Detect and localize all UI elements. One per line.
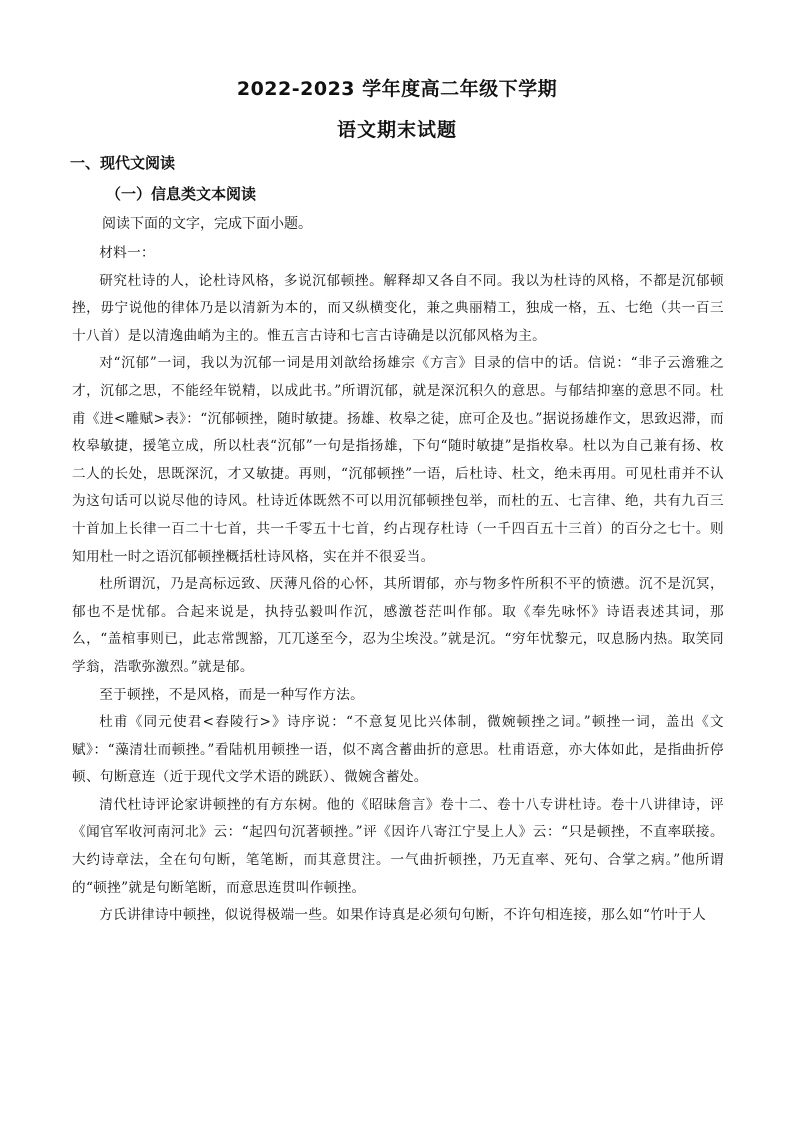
paragraph: 至于顿挫，不是风格，而是一种写作方法。: [99, 686, 365, 703]
material-label: 材料一：: [99, 245, 155, 261]
paragraph: 杜所谓沉，乃是高标远致、厌薄凡俗的心怀，其所谓郁，亦与物多忤所积不平的愤懑。沉不是沉冥，郁也不是忧郁。合起来说是，执持弘毅叫作沉，感激苍茫叫作郁。取《奉先咏怀》诗语表述其词，那么，“盖棺事则已，此志常觊豁，兀兀遂至今，忍为尘埃没。”就是沉。“穷年忧黎元，叹息肠内热。取笑同学翁，浩歌弥激烈。”就是郁。: [72, 576, 724, 675]
section-heading: 一、现代文阅读: [70, 154, 176, 172]
paragraph: 对“沉郁”一词，我以为沉郁一词是用刘歆给扬雄宗《方言》目录的信中的话。信说：“非子云澹雅之才，沉郁之思，不能经年锐精，以成此书。”所谓沉郁，就是深沉积久的意思。与郁结抑塞的意思不同。杜甫《进<雕赋>表》：“沉郁顿挫，随时敏捷。扬雄、枚皋之徒，庶可企及也。”据说扬雄作文，思致迟滞，而枚皋敏捷，援笔立成，所以杜表“沉郁”一句是指扬雄，下句“随时敏捷”是指枚皋。杜以为自己兼有扬、枚二人的长处，思既深沉，才又敏捷。再则，“沉郁顿挫”一语，后杜诗、杜文，绝未再用。可见杜甫并不认为这句话可以说尽他的诗风。杜诗近体既然不可以用沉郁顿挫包举，而杜的五、七言律、绝，共有九百三十首加上长律一百二十七首，共一千零五十七首，约占现存杜诗（一千四百五十三首）的百分之七十。则知用杜一时之语沉郁顿挫概括杜诗风格，实在并不很妥当。: [72, 355, 724, 565]
paragraph: 杜甫《同元使君<舂陵行>》诗序说：“不意复见比兴体制，微婉顿挫之词。”顿挫一词，盖出《文赋》：“藻清壮而顿挫。”看陆机用顿挫一语，似不离含蓄曲折的意思。杜甫语意，亦大体如此，是指曲折停顿、句断意连（近于现代文学术语的跳跃）、微婉含蓄处。: [72, 714, 724, 786]
exam-title-line1: 2022-2023 学年度高二年级下学期: [236, 78, 558, 100]
subsection-heading: （一）信息类文本阅读: [106, 185, 257, 203]
exam-title-line2: 语文期末试题: [336, 119, 457, 141]
paragraph: 研究杜诗的人，论杜诗风格，多说沉郁顿挫。解释却又各自不同。我以为杜诗的风格，不都是沉郁顿挫，毋宁说他的律体乃是以清新为本的，而又纵横变化，兼之典丽精工，独成一格，五、七绝（共一百三十八首）是以清逸曲峭为主的。惟五言古诗和七言古诗确是以沉郁风格为主。: [72, 272, 724, 344]
paragraph: 方氏讲律诗中顿挫，似说得极端一些。如果作诗真是必须句句断，不许句相连接，那么如“竹叶于人: [99, 907, 707, 924]
paragraph: 清代杜诗评论家讲顿挫的有方东树。他的《昭昧詹言》卷十二、卷十八专讲杜诗。卷十八讲律诗，评《闻官军收河南河北》云：“起四句沉著顿挫。”评《因许八寄江宁旻上人》云：“只是顿挫，不直率联接。大约诗章法，全在句句断，笔笔断，而其意贯注。一气曲折顿挫，乃无直率、死句、合掌之病。”他所谓的“顿挫”就是句断笔断，而意思连贯叫作顿挫。: [72, 796, 724, 896]
reading-instruction: 阅读下面的文字，完成下面小题。: [102, 216, 312, 232]
material-body: [72, 240, 724, 930]
